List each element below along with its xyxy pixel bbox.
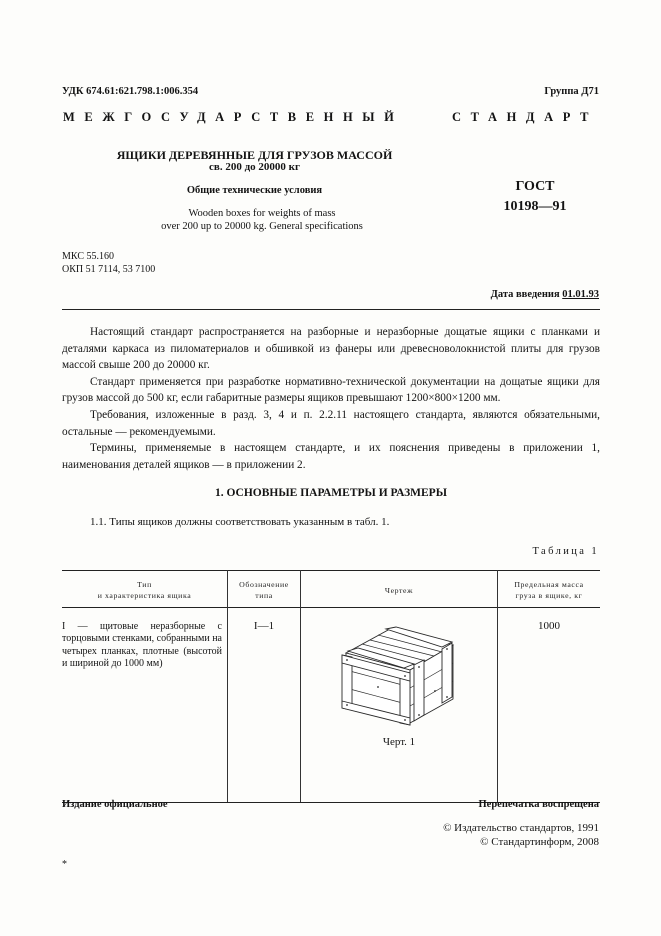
paragraph-requirements: Требования, изложенные в разд. 3, 4 и п. 2.2.11 настоящего стандарта, являются обязательными, остальные — рекомендуемыми. [62,408,600,438]
th-type-line1: Тип [137,580,152,589]
paragraph-terms: Термины, применяемые в настоящем стандарте, и их пояснения приведены в приложении 1, наименования деталей ящиков — в приложении 2. [62,442,600,471]
copyright-publisher: © Издательство стандартов, 1991 [443,822,599,834]
th-max-mass-line1: Предельная масса [514,580,584,589]
row-max-mass: 1000 [538,620,560,632]
gost-label: ГОСТ [515,179,555,194]
section-heading: 1. ОСНОВНЫЕ ПАРАМЕТРЫ И РАЗМЕРЫ [214,487,448,499]
gost-number: 10198—91 [503,199,567,214]
page-mark: * [62,859,67,870]
box-drawing-illustration [338,615,463,727]
header-divider [62,309,600,310]
reprint-prohibited: Перепечатка воспрещена [478,799,599,810]
table-col-divider-1 [227,570,228,802]
table-top-rule [62,570,600,571]
title-ru: ЯЩИКИ ДЕРЕВЯННЫЕ ДЛЯ ГРУЗОВ МАССОЙ [116,148,393,162]
paragraph-scope: Настоящий стандарт распространяется на разборные и неразборные дощатые ящики с планками и деталями каркаса из пиломатериалов и обшивкой из фанеры или древесноволокнистой плиты для грузов массой свыше 200 до 20000 кг. [62,326,600,372]
udk-code: УДК 674.61:621.798.1:006.354 [62,86,199,97]
banner-interstate: МЕЖГОСУДАРСТВЕННЫЙ [63,110,404,124]
intro-date-label: Дата введения [490,289,560,300]
group-code: Группа Д71 [544,86,599,97]
th-type-line2: и характеристика ящика [97,590,192,600]
th-type [62,580,227,601]
intro-date-value: 01.01.93 [562,289,599,300]
th-max-mass [498,580,600,601]
drawing-caption: Черт. 1 [382,736,416,748]
banner-standard: СТАНДАРТ [452,110,599,124]
intro-text [62,324,600,473]
th-designation [228,580,300,601]
paragraph-application: Стандарт применяется при разработке нормативно-технической документации на дощатые ящики для грузов массой до 500 кг, если габаритные размеры ящиков превышают 1200×800×1200 мм. [62,375,600,405]
table-col-divider-3 [497,570,498,802]
table-col-divider-2 [300,570,301,802]
th-max-mass-line2: груза в ящике, кг [515,590,583,600]
row-description: I — щитовые неразборные с торцовыми стенками, собранными на четырех планках, плотные (высотой и шириной до 1000 мм) [62,621,222,669]
row-designation: I—1 [253,620,275,632]
copyright-standartinform: © Стандартинформ, 2008 [480,836,599,848]
mks-code: МКС 55.160 [62,251,114,262]
intro-date [491,289,599,300]
title-ru-mass: св. 200 до 20000 кг [209,161,300,173]
table-caption: Таблица 1 [532,546,599,557]
subtitle-ru: Общие технические условия [186,185,323,196]
th-drawing: Чертеж [384,586,414,595]
th-designation-line2: типа [255,590,273,600]
table-header-rule [62,607,600,608]
title-en-line1: Wooden boxes for weights of mass [188,208,336,219]
title-en-line2: over 200 up to 20000 kg. General specifications [161,221,363,232]
clause-1-1: 1.1. Типы ящиков должны соответствовать указанным в табл. 1. [90,516,390,528]
official-edition: Издание официальное [62,799,168,810]
th-designation-line1: Обозначение [239,580,289,589]
okp-code: ОКП 51 7114, 53 7100 [62,264,156,275]
